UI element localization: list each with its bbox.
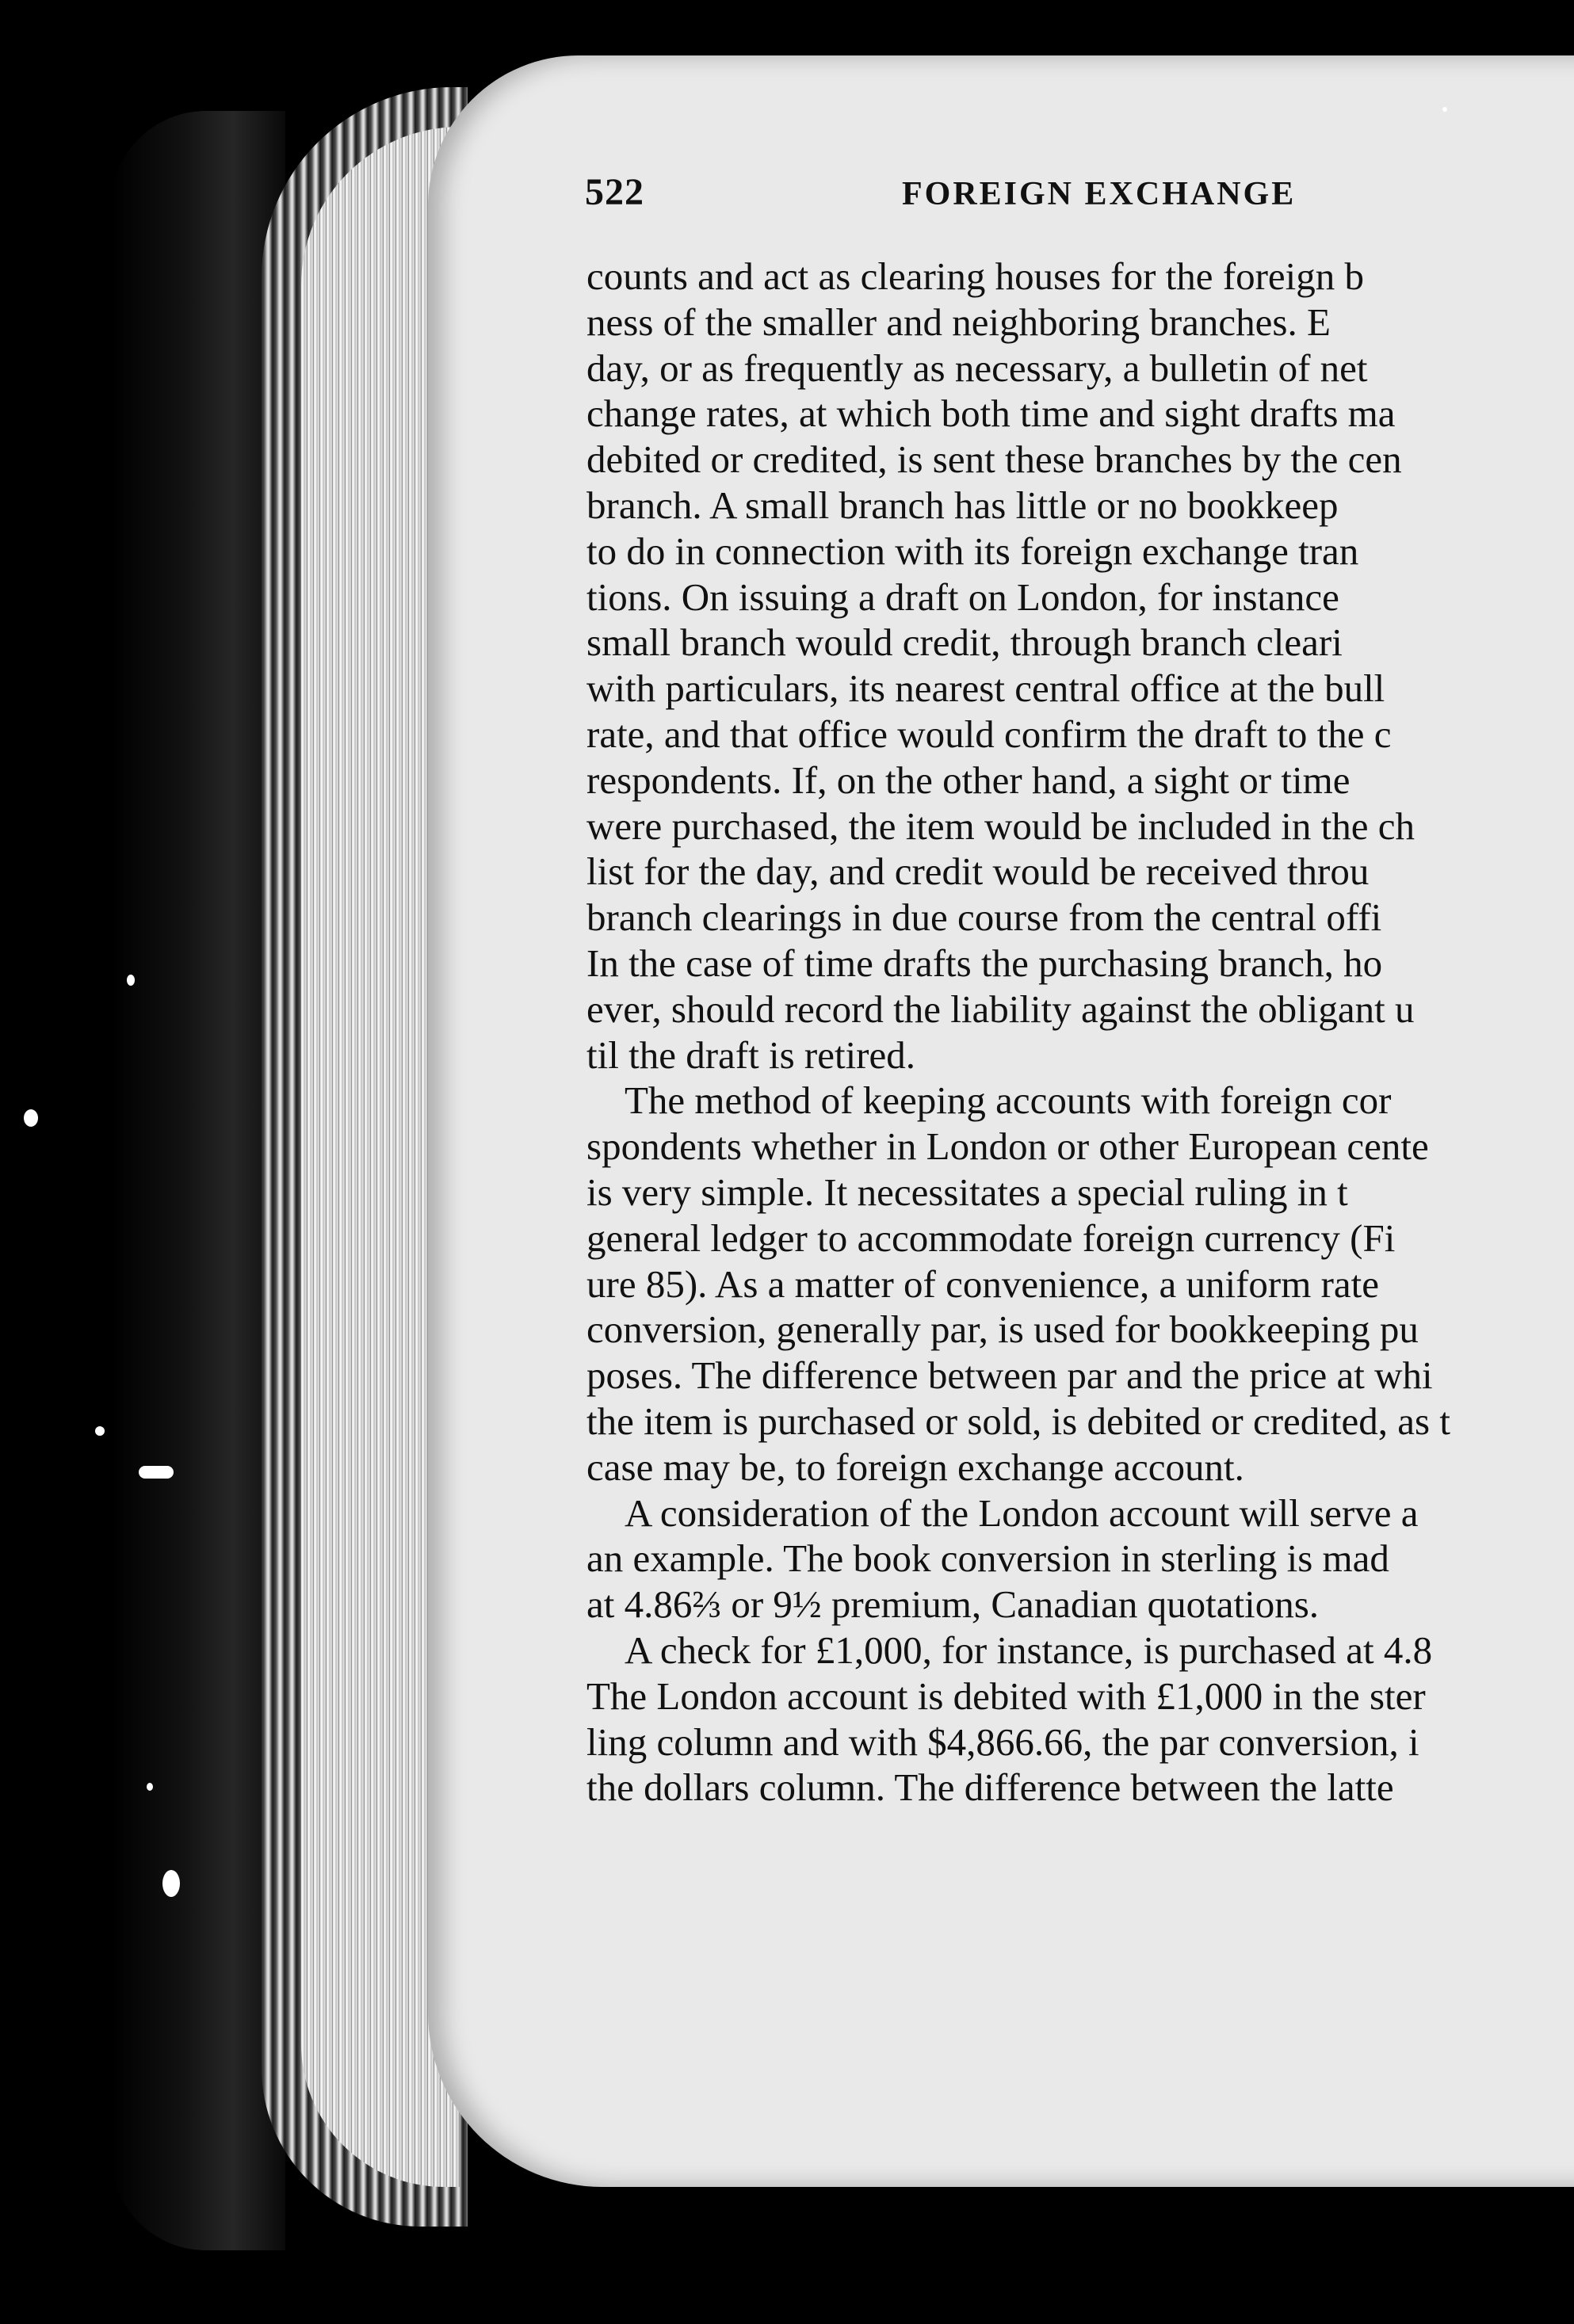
text-line: an example. The book conversion in sterling is mad <box>586 1536 1389 1581</box>
text-line: list for the day, and credit would be received throu <box>586 849 1370 894</box>
dust-speck <box>139 1466 174 1479</box>
text-line: counts and act as clearing houses for the foreign b <box>586 254 1365 298</box>
body-text <box>586 254 1574 1811</box>
dust-speck <box>24 1109 38 1127</box>
text-line: case may be, to foreign exchange account. <box>586 1444 1244 1489</box>
text-line: is very simple. It necessitates a special ruling in t <box>586 1170 1348 1214</box>
dust-speck <box>147 1783 153 1791</box>
text-line: conversion, generally par, is used for bookkeeping pu <box>586 1307 1419 1352</box>
book-cover-edge <box>111 111 285 2250</box>
text-line: change rates, at which both time and sight drafts ma <box>586 391 1396 436</box>
text-line: the item is purchased or sold, is debited or credited, as t <box>586 1399 1450 1443</box>
text-line: ever, should record the liability against the obligant u <box>586 986 1415 1031</box>
dust-speck <box>127 975 135 986</box>
text-line: day, or as frequently as necessary, a bulletin of net <box>586 345 1368 390</box>
running-head <box>585 170 1574 218</box>
text-line: at 4.86⅔ or 9½ premium, Canadian quotations. <box>586 1582 1320 1627</box>
text-line: debited or credited, is sent these branches by the cen <box>586 437 1402 482</box>
text-line: tions. On issuing a draft on London, for instance <box>586 574 1339 619</box>
text-line: A consideration of the London account will serve a <box>625 1490 1419 1535</box>
dust-speck <box>162 1870 180 1897</box>
text-line: ness of the smaller and neighboring branches. E <box>586 300 1331 344</box>
text-line: branch. A small branch has little or no bookkeep <box>586 483 1339 527</box>
text-line: general ledger to accommodate foreign currency (Fi <box>586 1215 1396 1260</box>
dust-speck <box>95 1426 105 1436</box>
text-line: In the case of time drafts the purchasing branch, ho <box>586 941 1383 985</box>
text-line: ure 85). As a matter of convenience, a uniform rate <box>586 1261 1380 1306</box>
text-line: rate, and that office would confirm the draft to the c <box>586 712 1392 756</box>
dust-speck <box>1442 107 1447 112</box>
text-line: respondents. If, on the other hand, a sight or time <box>586 757 1351 802</box>
running-head-title: FOREIGN EXCHANGE <box>902 176 1297 212</box>
text-line: poses. The difference between par and the price at whi <box>586 1353 1433 1398</box>
text-line: ling column and with $4,866.66, the par conversion, i <box>586 1719 1419 1764</box>
text-line: the dollars column. The difference between the latte <box>586 1765 1394 1810</box>
text-line: branch clearings in due course from the central offi <box>586 895 1382 940</box>
page-number: 522 <box>585 171 644 213</box>
text-line: were purchased, the item would be included in the ch <box>586 803 1415 848</box>
text-line: The London account is debited with £1,000 in the ster <box>586 1673 1426 1718</box>
text-line: spondents whether in London or other European cente <box>586 1124 1429 1169</box>
text-line: til the draft is retired. <box>586 1032 915 1077</box>
text-line: A check for £1,000, for instance, is purchased at 4.8 <box>625 1628 1433 1672</box>
text-line: with particulars, its nearest central office at the bull <box>586 666 1385 711</box>
text-line: to do in connection with its foreign exchange tran <box>586 529 1359 573</box>
text-line: The method of keeping accounts with foreign cor <box>625 1078 1392 1123</box>
text-line: small branch would credit, through branch cleari <box>586 620 1343 665</box>
